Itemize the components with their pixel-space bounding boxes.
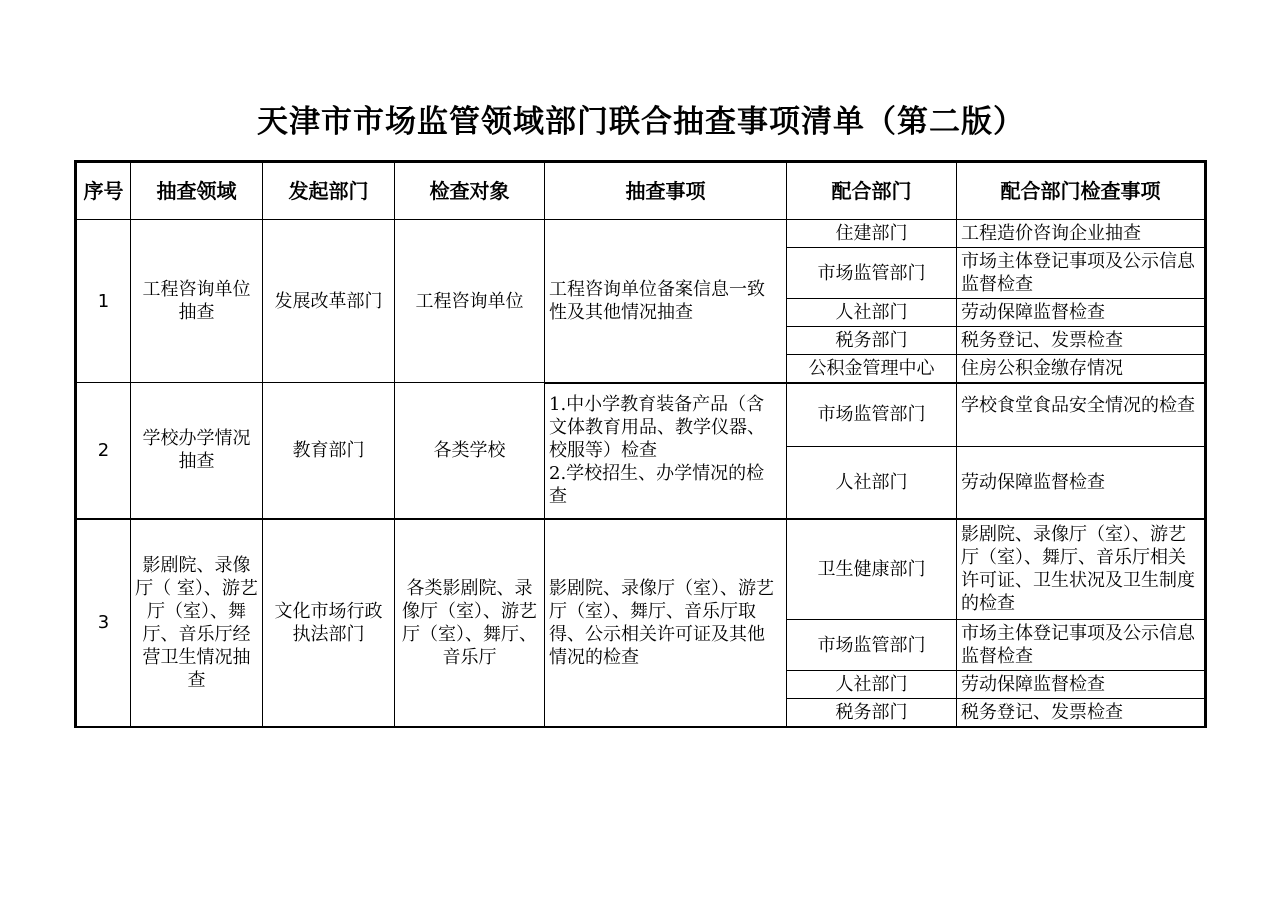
coop-item: 市场主体登记事项及公示信息监督检查: [957, 620, 1206, 671]
check-field: 工程咨询单位 抽查: [131, 220, 263, 383]
coop-dept: 市场监管部门: [787, 620, 957, 671]
row-no: 1: [76, 220, 131, 383]
coop-item: 税务登记、发票检查: [957, 327, 1206, 355]
initiating-dept: 发展改革部门: [263, 220, 395, 383]
header-field: 抽查领域: [131, 162, 263, 220]
header-no: 序号: [76, 162, 131, 220]
check-matter: 影剧院、录像厅（室）、游艺厅（室）、舞厅、音乐厅取得、公示相关许可证及其他情况的检查: [545, 519, 787, 727]
coop-item: 市场主体登记事项及公示信息监督检查: [957, 248, 1206, 299]
coop-dept: 市场监管部门: [787, 248, 957, 299]
coop-item: 学校食堂食品安全情况的检查: [957, 383, 1206, 447]
row-no: 2: [76, 383, 131, 519]
coop-dept: 卫生健康部门: [787, 519, 957, 620]
header-initiator: 发起部门: [263, 162, 395, 220]
header-coop-dept: 配合部门: [787, 162, 957, 220]
coop-item: 税务登记、发票检查: [957, 699, 1206, 727]
row-no: 3: [76, 519, 131, 727]
coop-dept: 住建部门: [787, 220, 957, 248]
coop-dept: 税务部门: [787, 699, 957, 727]
coop-dept: 人社部门: [787, 447, 957, 519]
coop-dept: 人社部门: [787, 299, 957, 327]
coop-dept: 公积金管理中心: [787, 355, 957, 383]
coop-item: 劳动保障监督检查: [957, 447, 1206, 519]
coop-dept: 人社部门: [787, 671, 957, 699]
inspection-table: [74, 160, 1207, 728]
document-title: 天津市市场监管领域部门联合抽查事项清单（第二版）: [257, 104, 1025, 140]
check-field: 学校办学情况 抽查: [131, 383, 263, 519]
coop-item: 劳动保障监督检查: [957, 671, 1206, 699]
check-field: 影剧院、录像厅（ 室）、游艺厅（室）、舞厅、音乐厅经营卫生情况抽查: [131, 519, 263, 727]
header-row: [76, 162, 1206, 220]
check-object: 各类学校: [395, 383, 545, 519]
initiating-dept: 教育部门: [263, 383, 395, 519]
header-matter: 抽查事项: [545, 162, 787, 220]
check-matter: 1.中小学教育装备产品（含文体教育用品、教学仪器、校服等）检查 2.学校招生、办学情况的检查: [545, 383, 787, 519]
table-row: [76, 220, 1206, 248]
check-matter: 工程咨询单位备案信息一致性及其他情况抽查: [545, 220, 787, 383]
header-object: 检查对象: [395, 162, 545, 220]
header-coop-item: 配合部门检查事项: [957, 162, 1206, 220]
coop-dept: 市场监管部门: [787, 383, 957, 447]
coop-item: 劳动保障监督检查: [957, 299, 1206, 327]
coop-item: 住房公积金缴存情况: [957, 355, 1206, 383]
coop-item: 工程造价咨询企业抽查: [957, 220, 1206, 248]
table-row: [76, 383, 1206, 447]
check-object: 工程咨询单位: [395, 220, 545, 383]
check-object: 各类影剧院、录像厅（室）、游艺厅（室）、舞厅、音乐厅: [395, 519, 545, 727]
initiating-dept: 文化市场行政执法部门: [263, 519, 395, 727]
coop-item: 影剧院、录像厅（室）、游艺厅（室）、舞厅、音乐厅相关许可证、卫生状况及卫生制度的检查: [957, 519, 1206, 620]
table-row: [76, 519, 1206, 620]
coop-dept: 税务部门: [787, 327, 957, 355]
